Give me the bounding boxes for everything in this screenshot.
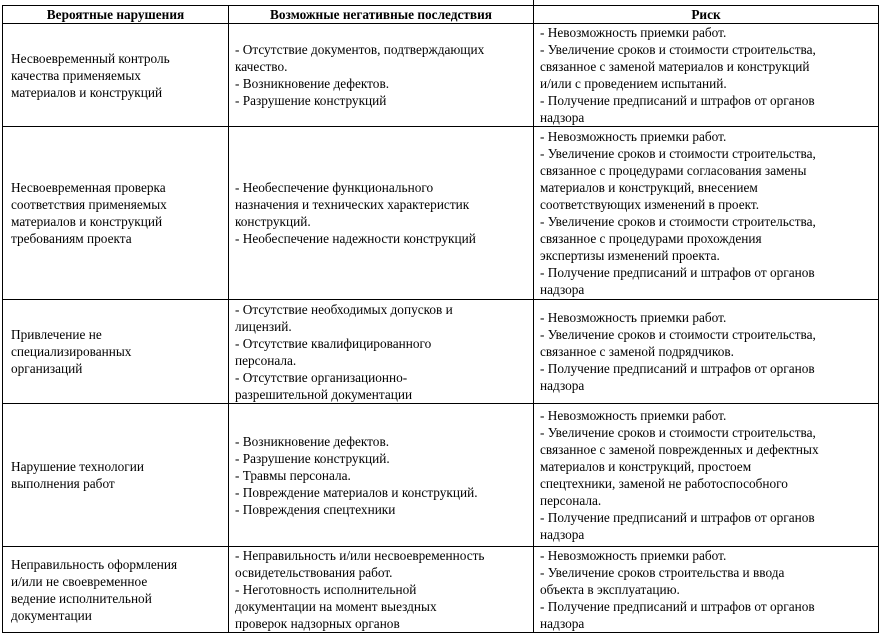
cell-text-line: освидетельствования работ. [235,565,393,580]
cell-text-line: Несвоевременный контроль [11,50,170,66]
cell-text-line: - Возникновение дефектов. [235,433,390,449]
risk-cell [534,547,879,633]
header-risk: Риск [534,6,879,24]
cell-text-line: - Необеспечение надежности конструкций [235,231,476,246]
cell-text-line: разрешительной документации [235,386,413,402]
cell-text-line: требованиям проекта [11,231,132,246]
cell-text-line: - Повреждение материалов и конструкций. [235,484,478,500]
cell-text-line: - Получение предписаний и штрафов от органов [540,93,815,108]
cell-text-line: - Разрушение конструкций [235,93,387,108]
violation-cell [3,24,229,127]
cell-text-line: Привлечение не [11,327,102,342]
cell-text-line: конструкций. [235,214,311,229]
cell-text-line: объекта в эксплуатацию. [540,582,680,597]
table-row [3,24,879,127]
cell-text-line: надзора [540,282,585,297]
cell-text-line: - Невозможность приемки работ. [540,129,727,144]
cell-text-line: - Получение предписаний и штрафов от органов [540,510,815,525]
violation-cell [3,300,229,404]
cell-text-line: материалов и конструкций, внесением [540,180,758,195]
cell-text-line: - Увеличение сроков и стоимости строительства, [540,425,816,440]
cell-text-line: - Увеличение сроков и стоимости строительства, [540,327,816,342]
cell-text-line: - Неправильность и/или несвоевременность [235,548,485,563]
cell-text-line: надзора [540,616,585,631]
cell-text-line: материалов и конструкций [11,214,163,229]
cell-text-line: Несвоевременная проверка [11,180,166,195]
cell-text-line: - Увеличение сроков и стоимости строительства, [540,214,816,229]
cell-text-line: спецтехники, заменой не работоспособного [540,476,788,491]
cell-text-line: - Отсутствие квалифицированного [235,335,432,351]
consequences-cell [229,547,534,633]
cell-text-line: - Возникновение дефектов. [235,76,390,91]
cell-text-line: материалов и конструкций, простоем [540,459,752,474]
cell-text-line: документации на момент выездных [235,599,437,614]
cell-text-line: назначения и технических характеристик [235,197,470,212]
table-row [3,300,879,404]
cell-text-line: экспертизы изменений проекта. [540,248,720,263]
cell-text-line: организаций [11,361,83,376]
cell-text-line: - Получение предписаний и штрафов от органов [540,265,815,280]
cell-text-line: и/или не своевременное [11,573,148,589]
risk-cell [534,404,879,547]
cell-text-line: - Увеличение сроков и стоимости строительства, [540,146,816,161]
table-row [3,547,879,633]
cell-text-line: надзора [540,527,585,542]
consequences-cell [229,24,534,127]
cell-text-line: надзора [540,110,585,125]
cell-text-line: - Повреждения спецтехники [235,501,396,517]
consequences-cell [229,404,534,547]
cell-text-line: персонала. [235,352,297,368]
cell-text-line: - Увеличение сроков строительства и ввода [540,565,785,580]
cell-text-line: Неправильность оформления [11,556,178,572]
cell-text-line: и/или с проведением испытаний. [540,76,727,91]
violation-cell [3,547,229,633]
cell-text-line: соответствующих изменений в проект. [540,197,760,212]
cell-text-line: связанное с процедурами прохождения [540,231,762,246]
table-header-row [3,6,879,24]
cell-text-line: - Отсутствие документов, подтверждающих [235,42,485,57]
cell-text-line: специализированных [11,344,132,359]
risk-cell [534,300,879,404]
cell-text-line: персонала. [540,493,602,508]
cell-text-line: - Травмы персонала. [235,467,351,483]
cell-text-line: - Отсутствие организационно- [235,369,408,385]
cell-text-line: связанное с заменой поврежденных и дефектных [540,442,819,457]
cell-text-line: связанное с заменой материалов и конструкций [540,59,810,74]
cell-text-line: документации [11,607,92,623]
risk-cell [534,127,879,300]
cell-text-line: - Разрушение конструкций. [235,450,390,466]
cell-text-line: - Невозможность приемки работ. [540,408,727,423]
cell-text-line: материалов и конструкций [11,84,163,100]
cell-text-line: проверок надзорных органов [235,616,400,631]
cell-text-line: лицензий. [235,318,292,334]
cell-text-line: связанное с заменой подрядчиков. [540,344,734,359]
cell-text-line: Нарушение технологии [11,459,144,474]
header-violations: Вероятные нарушения [3,6,229,24]
consequences-cell [229,300,534,404]
cell-text-line: качество. [235,59,288,74]
cell-text-line: - Увеличение сроков и стоимости строительства, [540,42,816,57]
cell-text-line: выполнения работ [11,476,115,491]
header-consequences: Возможные негативные последствия [229,6,534,24]
cell-text-line: соответствия применяемых [11,197,167,212]
table-row [3,127,879,300]
violations-risk-table [2,5,879,633]
cell-text-line: - Отсутствие необходимых допусков и [235,301,453,317]
cell-text-line: - Невозможность приемки работ. [540,548,727,563]
cell-text-line: - Получение предписаний и штрафов от органов [540,361,815,376]
cell-text-line: - Невозможность приемки работ. [540,25,727,40]
cell-text-line: ведение исполнительной [11,590,152,606]
cell-text-line: надзора [540,378,585,393]
violation-cell [3,404,229,547]
risk-cell [534,24,879,127]
cell-text-line: качества применяемых [11,67,141,83]
cell-text-line: - Необеспечение функционального [235,180,434,195]
consequences-cell [229,127,534,300]
table-row [3,404,879,547]
violation-cell [3,127,229,300]
cell-text-line: - Невозможность приемки работ. [540,310,727,325]
cell-text-line: - Неготовность исполнительной [235,582,417,597]
cell-text-line: связанное с процедурами согласования замены [540,163,807,178]
cell-text-line: - Получение предписаний и штрафов от органов [540,599,815,614]
